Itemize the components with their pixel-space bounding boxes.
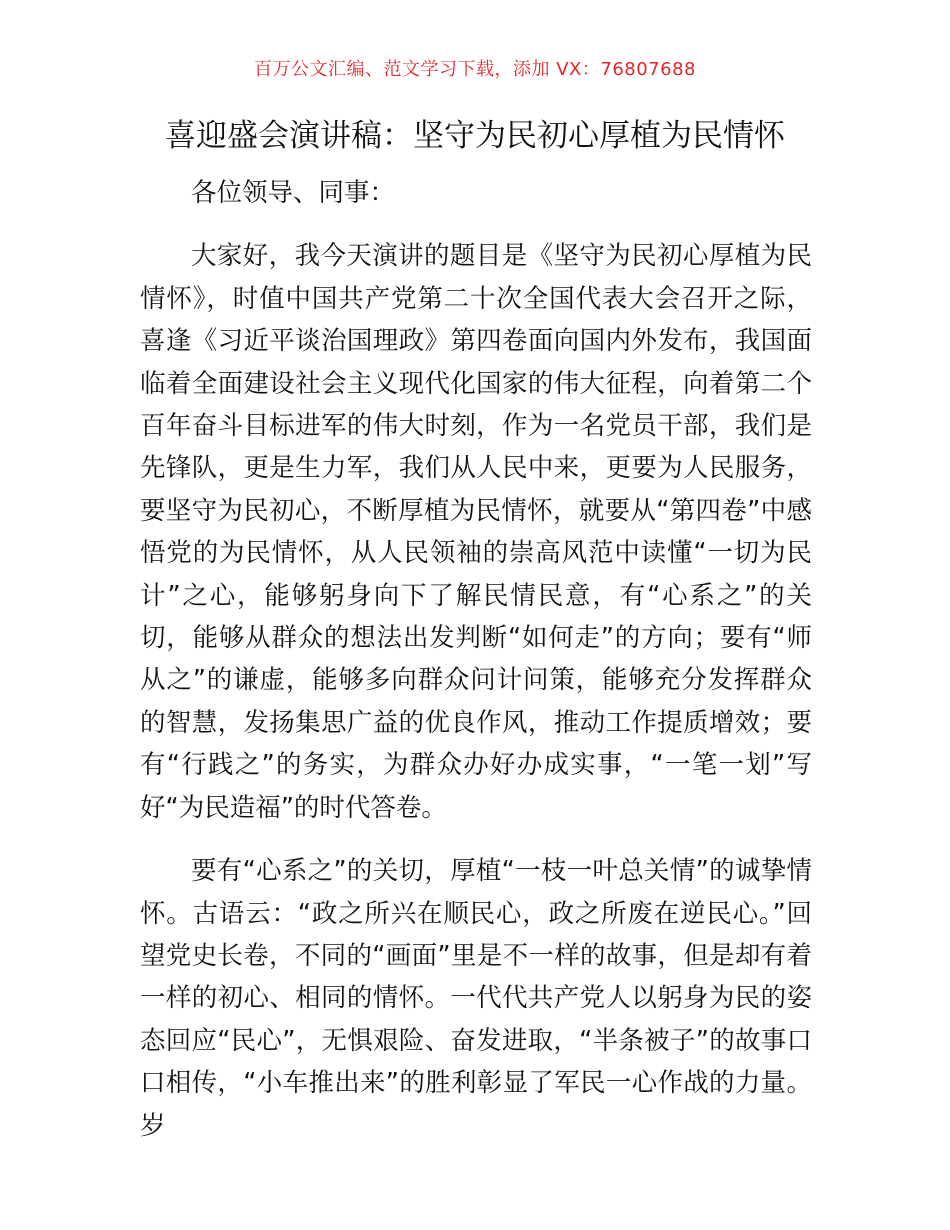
document-title: 喜迎盛会演讲稿：坚守为民初心厚植为民情怀 (165, 118, 785, 154)
salutation: 各位领导、同事： (191, 178, 396, 208)
header-banner: 百万公文汇编、范文学习下载，添加 VX：76807688 (254, 59, 696, 80)
document-body (140, 172, 812, 1147)
paragraph: 要有“心系之”的关切，厚植“一枝一叶总关情”的诚挚情怀。古语云：“政之所兴在顺民心，政之所废在逆民心。”回望党史长卷，不同的“画面”里是不一样的故事，但是却有着一样的初心、相同的情怀。一代代共产党人以躬身为民的姿态回应“民心”，无惧艰险、奋发进取，“半条被子”的故事口口相传，“小车推出来”的胜利彰显了军民一心作战的力量。岁 (140, 856, 812, 1141)
paragraph: 大家好，我今天演讲的题目是《坚守为民初心厚植为民情怀》，时值中国共产党第二十次全国代表大会召开之际，喜逢《习近平谈治国理政》第四卷面向国内外发布，我国面临着全面建设社会主义现代化国家的伟大征程，向着第二个百年奋斗目标进军的伟大时刻，作为一名党员干部，我们是先锋队，更是生力军，我们从人民中来，更要为人民服务，要坚守为民初心，不断厚植为民情怀，就要从“第四卷”中感悟党的为民情怀，从人民领袖的崇高风范中读懂“一切为民计”之心，能够躬身向下了解民情民意，有“心系之”的关切，能够从群众的想法出发判断“如何走”的方向；要有“师从之”的谦虚，能够多向群众问计问策，能够充分发挥群众的智慧，发扬集思广益的优良作风，推动工作提质增效；要有“行践之”的务实，为群众办好办成实事，“一笔一划”写好“为民造福”的时代答卷。 (140, 241, 812, 823)
